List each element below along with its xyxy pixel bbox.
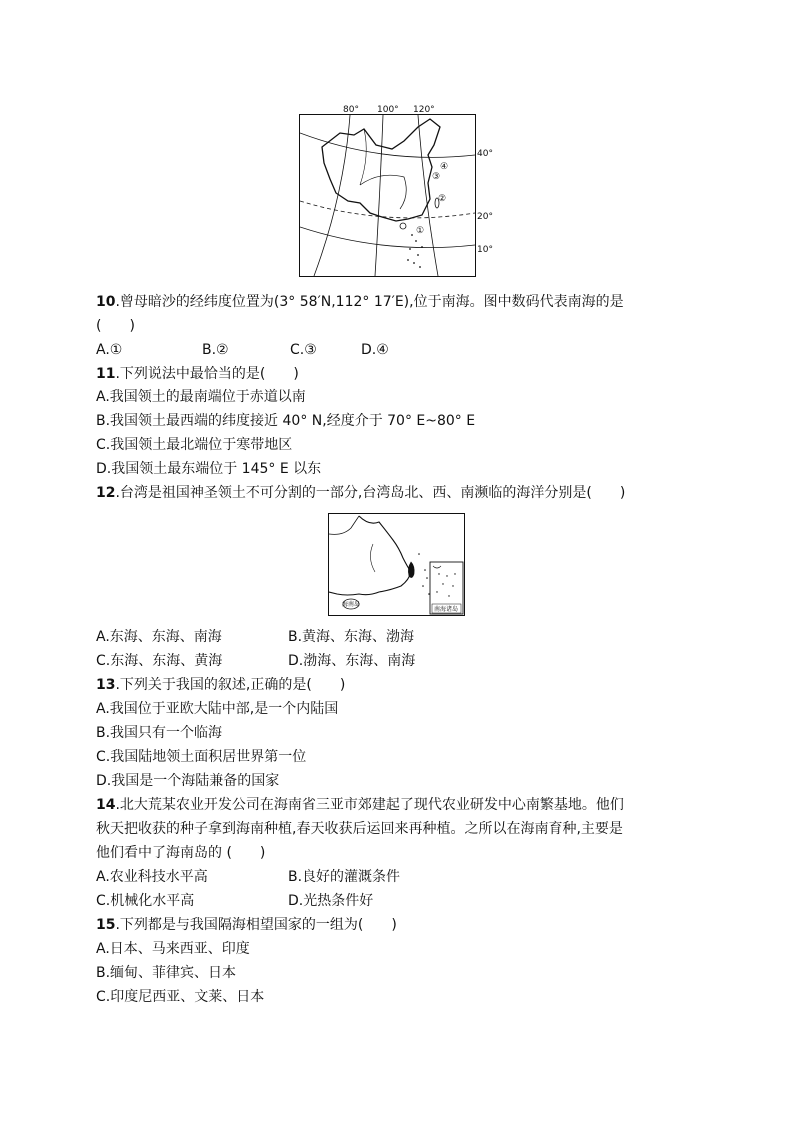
meridian-100 (375, 115, 383, 276)
question-13-option-a[interactable]: A.我国位于亚欧大陆中部,是一个内陆国 (96, 701, 339, 717)
question-14-option-a[interactable]: A.农业科技水平高 (96, 869, 208, 885)
question-10-option-a[interactable]: A.① (96, 342, 123, 358)
lon-label-100: 100° (377, 105, 399, 115)
taiwan-island (408, 562, 414, 578)
tropic-line (300, 201, 475, 218)
question-14-stem: 14.北大荒某农业开发公司在海南省三亚市郊建起了现代农业研发中心南繁基地。他们 (96, 797, 624, 813)
question-12-stem: 12.台湾是祖国神圣领土不可分割的一部分,台湾岛北、西、南濒临的海洋分别是( ) (96, 485, 626, 501)
question-10-option-d[interactable]: D.④ (361, 342, 389, 358)
marker-4: ④ (440, 162, 449, 172)
interior-boundary-2 (360, 129, 366, 185)
question-13-option-d[interactable]: D.我国是一个海陆兼备的国家 (96, 773, 280, 789)
marker-3: ③ (432, 172, 441, 182)
lat-label-10: 10° (477, 245, 493, 255)
question-14-option-b[interactable]: B.良好的灌溉条件 (288, 869, 401, 885)
lat-label-20: 20° (477, 212, 493, 222)
question-12-option-c[interactable]: C.东海、东海、黄海 (96, 653, 223, 669)
coastline (329, 516, 411, 595)
question-10-stem: 10.曾母暗沙的经纬度位置为(3° 58′N,112° 17′E),位于南海。图中数码代表南海的是 (96, 294, 624, 310)
question-11-option-d[interactable]: D.我国领土最东端位于 145° E 以东 (96, 461, 322, 477)
question-10-option-c[interactable]: C.③ (290, 342, 317, 358)
question-11-option-c[interactable]: C.我国领土最北端位于寒带地区 (96, 437, 293, 453)
question-13-stem: 13.下列关于我国的叙述,正确的是( ) (96, 677, 346, 693)
question-11-option-b[interactable]: B.我国领土最西端的纬度接近 40° N,经度介于 70° E~80° E (96, 413, 476, 429)
hainan-label: 海南岛 (342, 601, 361, 608)
question-10-stem-cont: ( ) (96, 318, 135, 334)
marker-2: ② (438, 194, 447, 204)
question-14-option-c[interactable]: C.机械化水平高 (96, 893, 195, 909)
question-10-option-b[interactable]: B.② (202, 342, 229, 358)
lon-label-120: 120° (413, 105, 435, 115)
question-12-option-b[interactable]: B.黄海、东海、渤海 (288, 629, 415, 645)
question-11-stem: 11.下列说法中最恰当的是( ) (96, 366, 299, 382)
parallel-10 (300, 227, 475, 248)
question-12-option-d[interactable]: D.渤海、东海、南海 (288, 653, 416, 669)
question-12-option-a[interactable]: A.东海、东海、南海 (96, 629, 222, 645)
china-map-figure (299, 114, 476, 277)
south-sea-islands (407, 234, 423, 268)
question-13-option-b[interactable]: B.我国只有一个临海 (96, 725, 223, 741)
inset-label: 南海诸岛 (434, 606, 459, 613)
interior-boundary (360, 175, 406, 209)
hainan-island (400, 223, 406, 229)
question-14-stem-cont-2: 他们看中了海南岛的 ( ) (96, 845, 266, 861)
question-15-stem: 15.下列都是与我国隔海相望国家的一组为( ) (96, 917, 397, 933)
taiwan-map-figure (328, 513, 465, 616)
lat-label-40: 40° (477, 149, 493, 159)
lon-label-80: 80° (343, 105, 359, 115)
question-14-option-d[interactable]: D.光热条件好 (288, 893, 374, 909)
question-15-option-b[interactable]: B.缅甸、菲律宾、日本 (96, 965, 237, 981)
question-11-option-a[interactable]: A.我国领土的最南端位于赤道以南 (96, 389, 306, 405)
question-15-option-a[interactable]: A.日本、马来西亚、印度 (96, 941, 250, 957)
taiwan-map-svg (329, 514, 464, 615)
marker-1: ① (416, 226, 425, 236)
question-15-option-c[interactable]: C.印度尼西亚、文莱、日本 (96, 989, 265, 1005)
question-13-option-c[interactable]: C.我国陆地领土面积居世界第一位 (96, 749, 307, 765)
china-map-svg (300, 115, 475, 276)
scattered-islands (418, 553, 430, 595)
interior-line (370, 544, 375, 572)
meridian-120 (418, 115, 441, 276)
north-coast (329, 516, 359, 534)
question-14-stem-cont: 秋天把收获的种子拿到海南种植,春天收获后运回来再种植。之所以在海南育种,主要是 (96, 821, 623, 837)
parallel-40 (300, 133, 475, 157)
